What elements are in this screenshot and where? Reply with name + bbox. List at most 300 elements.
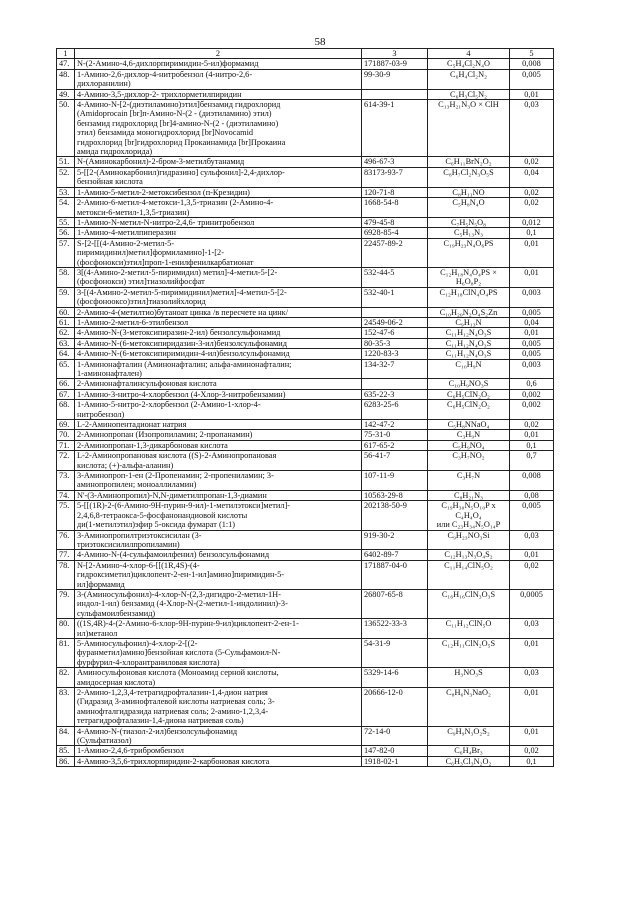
row-number-text: 79. bbox=[59, 589, 70, 599]
chemical-formula-text: C₈H₂₁N₃ bbox=[453, 490, 484, 500]
cas-number-text: 24549-06-2 bbox=[364, 317, 403, 327]
chemical-formula-text: C₁₃H₂₁N₃O × ClH bbox=[438, 100, 499, 110]
chemical-formula bbox=[428, 471, 510, 491]
row-number-text: 65. bbox=[59, 359, 70, 369]
table-row bbox=[57, 400, 554, 420]
limit-value-text: 0,012 bbox=[522, 217, 541, 227]
limit-value bbox=[510, 217, 554, 227]
table-row bbox=[57, 379, 554, 389]
chemical-formula bbox=[428, 726, 510, 746]
page-number: 58 bbox=[314, 36, 326, 48]
row-number-text: 56. bbox=[59, 228, 70, 238]
cas-number-text: 83173-93-7 bbox=[364, 167, 403, 177]
limit-value-text: 0,02 bbox=[524, 198, 539, 208]
cas-number-text: 1220-83-3 bbox=[364, 349, 399, 359]
substance-name-text: L-2-Аминопропановая кислота ((S)-2-Аминопропановая кислота; (+)-альфа-аланин) bbox=[77, 451, 277, 470]
substance-name bbox=[75, 746, 362, 756]
chemical-formula-text: C₃H₇N bbox=[456, 471, 481, 481]
substance-name bbox=[75, 420, 362, 430]
row-number-text: 48. bbox=[59, 69, 70, 79]
chemical-formula-text: C₃H₉N bbox=[456, 430, 481, 440]
chemical-formula-text: H₃NO₃S bbox=[454, 668, 483, 678]
limit-value-text: 0,02 bbox=[524, 746, 539, 756]
table-row bbox=[57, 307, 554, 317]
table-row bbox=[57, 217, 554, 227]
chemical-formula-text: C₁₀H₉NO₃S bbox=[448, 379, 489, 389]
table-row bbox=[57, 550, 554, 560]
substance-name bbox=[75, 59, 362, 69]
substance-name-text: 4-Амино-N-(6-метоксипиримидин-4-ил)бензолсульфонамид bbox=[77, 349, 290, 359]
chemical-formula-text: C₅H₄Cl₂N₄O bbox=[447, 59, 490, 69]
substance-name bbox=[75, 589, 362, 618]
row-number-text: 85. bbox=[59, 746, 70, 756]
header-name: 2 bbox=[75, 49, 362, 59]
limit-value-text: 0,005 bbox=[522, 349, 541, 359]
substance-name-text: 2-Амино-6-метил-4-метокси-1,3,5-триазин (2-Амино-4- метокси-6-метил-1,3,5-триазин) bbox=[77, 198, 274, 217]
substance-name-text: 4-Амино-N-(4-сульфамоилфенил) бензолсульфонамид bbox=[77, 550, 270, 560]
substance-name-text: 2-Аминонафталинсульфоновая кислота bbox=[77, 379, 217, 389]
cas-number bbox=[362, 59, 428, 69]
substance-name bbox=[75, 471, 362, 491]
row-number bbox=[57, 287, 75, 307]
substance-name bbox=[75, 238, 362, 267]
limit-value-text: 0,02 bbox=[524, 560, 539, 570]
substance-name bbox=[75, 89, 362, 99]
chemical-formula bbox=[428, 287, 510, 307]
limit-value bbox=[510, 490, 554, 500]
limit-value-text: 0,01 bbox=[524, 238, 539, 248]
substance-name-text: 3-Аминопроп-1-ен (2-Пропенамин; 2-пропениламин; 3- аминопропилен; моноаллиламин) bbox=[77, 471, 274, 490]
cas-number-text: 171887-04-0 bbox=[364, 560, 407, 570]
substance-name bbox=[75, 198, 362, 218]
cas-number-text: 99-30-9 bbox=[364, 69, 391, 79]
chemical-formula-text: C₆H₅ClN₂O₂ bbox=[447, 389, 490, 399]
chemical-formula bbox=[428, 440, 510, 450]
limit-value-text: 0,04 bbox=[524, 167, 539, 177]
cas-number-text: 6283-25-6 bbox=[364, 400, 399, 410]
cas-number bbox=[362, 440, 428, 450]
cas-number-text: 617-65-2 bbox=[364, 440, 395, 450]
chemical-formula-text: C₆H₃Cl₃N₂O₂ bbox=[445, 756, 492, 766]
row-number-text: 69. bbox=[59, 420, 70, 430]
row-number bbox=[57, 619, 75, 639]
limit-value-text: 0,01 bbox=[524, 328, 539, 338]
row-number bbox=[57, 589, 75, 618]
header-row bbox=[57, 49, 554, 59]
table-row bbox=[57, 287, 554, 307]
limit-value-text: 0,01 bbox=[524, 430, 539, 440]
cas-number-text: 120-71-8 bbox=[364, 187, 395, 197]
substance-name bbox=[75, 501, 362, 530]
chemical-formula bbox=[428, 167, 510, 187]
limit-value bbox=[510, 100, 554, 157]
substance-name bbox=[75, 688, 362, 727]
substance-name bbox=[75, 157, 362, 167]
limit-value-text: 0,005 bbox=[522, 501, 541, 511]
chemical-formula-text: C₈H₇Cl₂N₃O₅S bbox=[443, 167, 494, 177]
substance-name-text: Аминосульфоновая кислота (Моноамид серной кислоты, амидосерная кислота) bbox=[77, 668, 279, 687]
chemical-formula-text: C₁₁H₁₂ClN₅O bbox=[445, 619, 492, 629]
chemical-formula bbox=[428, 560, 510, 589]
substance-name-text: 1-Амино-5-нитро-2-хлорбензол (2-Амино-1-хлор-4- нитробензол) bbox=[77, 400, 261, 419]
row-number-text: 71. bbox=[59, 440, 70, 450]
cas-number bbox=[362, 400, 428, 420]
substance-name bbox=[75, 69, 362, 89]
cas-number-text: 6928-85-4 bbox=[364, 228, 399, 238]
limit-value-text: 0,02 bbox=[524, 157, 539, 167]
header-formula: 4 bbox=[428, 49, 510, 59]
row-number-text: 80. bbox=[59, 619, 70, 629]
chemical-formula bbox=[428, 328, 510, 338]
row-number-text: 52. bbox=[59, 167, 70, 177]
substance-name bbox=[75, 349, 362, 359]
cas-number-text: 919-30-2 bbox=[364, 530, 395, 540]
row-number-text: 67. bbox=[59, 389, 70, 399]
cas-number bbox=[362, 746, 428, 756]
limit-value bbox=[510, 238, 554, 267]
limit-value-text: 0,04 bbox=[524, 317, 539, 327]
chemical-formula bbox=[428, 238, 510, 267]
row-number bbox=[57, 430, 75, 440]
chemical-formula-text: C₆H₃Cl₅N₂ bbox=[450, 89, 487, 99]
cas-number bbox=[362, 389, 428, 399]
chemical-formula-text: C₁₂H₁₈ClN₄O₄PS bbox=[439, 287, 498, 297]
cas-number-text: 56-41-7 bbox=[364, 451, 391, 461]
limit-value bbox=[510, 440, 554, 450]
cas-number bbox=[362, 359, 428, 379]
cas-number-text: 80-35-3 bbox=[364, 338, 391, 348]
table-row bbox=[57, 451, 554, 471]
table-row bbox=[57, 389, 554, 399]
table-row bbox=[57, 317, 554, 327]
cas-number bbox=[362, 228, 428, 238]
cas-number-text: 10563-29-8 bbox=[364, 490, 403, 500]
cas-number-text: 202138-50-9 bbox=[364, 501, 407, 511]
row-number-text: 77. bbox=[59, 550, 70, 560]
limit-value bbox=[510, 338, 554, 348]
row-number bbox=[57, 668, 75, 688]
cas-number bbox=[362, 89, 428, 99]
cas-number bbox=[362, 100, 428, 157]
cas-number bbox=[362, 501, 428, 530]
chemical-formula-text: C₉H₉N₃O₂S₂ bbox=[447, 726, 490, 736]
row-number-text: 57. bbox=[59, 238, 70, 248]
substance-name bbox=[75, 430, 362, 440]
row-number bbox=[57, 317, 75, 327]
chemical-formula bbox=[428, 501, 510, 530]
row-number bbox=[57, 471, 75, 491]
table-row bbox=[57, 167, 554, 187]
row-number bbox=[57, 267, 75, 287]
table-row bbox=[57, 501, 554, 530]
limit-value-text: 0,1 bbox=[526, 756, 537, 766]
table-row bbox=[57, 430, 554, 440]
cas-number-text: 134-32-7 bbox=[364, 359, 395, 369]
substance-name-text: 1-Амино-4-метилпиперазин bbox=[77, 228, 176, 238]
chemical-formula-text: C₆H₅ClN₂O₂ bbox=[447, 400, 490, 410]
limit-value-text: 0,01 bbox=[524, 688, 539, 697]
substances-table bbox=[56, 48, 554, 767]
limit-value-text: 0,01 bbox=[524, 267, 539, 277]
limit-value-text: 0,008 bbox=[522, 471, 541, 481]
substance-name-text: 4-Амино-N-(6-метоксипиридазин-3-ил)бензолсульфонамид bbox=[77, 338, 287, 348]
chemical-formula bbox=[428, 490, 510, 500]
substance-name bbox=[75, 550, 362, 560]
row-number-text: 76. bbox=[59, 530, 70, 540]
cas-number bbox=[362, 688, 428, 727]
chemical-formula bbox=[428, 69, 510, 89]
substance-name bbox=[75, 638, 362, 667]
limit-value bbox=[510, 328, 554, 338]
limit-value bbox=[510, 756, 554, 766]
substance-name-text: 2-Аминопропан (Изопропиламин; 2-пропанамин) bbox=[77, 430, 253, 440]
substance-name-text: ((1S,4R)-4-(2-Амино-6-хлор-9Н-пурин-9-ил)циклопент-2-ен-1- ил)метанол bbox=[77, 619, 299, 638]
chemical-formula bbox=[428, 338, 510, 348]
chemical-formula-text: C₁₂H₁₁ClN₂O₅S bbox=[441, 638, 496, 648]
header-value: 5 bbox=[510, 49, 554, 59]
substance-name-text: N-(2-Амино-4,6-дихлорпиримидин-5-ил)формамид bbox=[77, 59, 259, 69]
table-row bbox=[57, 89, 554, 99]
chemical-formula-text: C₅H₈N₄O bbox=[452, 198, 485, 208]
row-number bbox=[57, 746, 75, 756]
chemical-formula-text: C₁₉H₃₀N₅O₁₀P x C₄H₄O₄ или C₂₃H₃₄N₅O₁₄P bbox=[436, 501, 501, 530]
chemical-formula-text: C₁₁H₁₂N₄O₃S bbox=[445, 328, 492, 338]
cas-number bbox=[362, 668, 428, 688]
limit-value-text: 0,003 bbox=[522, 359, 541, 369]
substance-name-text: 1-Амино-2,4,6-трибромбензол bbox=[77, 746, 184, 756]
cas-number-text: 532-40-1 bbox=[364, 287, 395, 297]
chemical-formula bbox=[428, 746, 510, 756]
table-row bbox=[57, 560, 554, 589]
substance-name-text: 5-[[(1R)-2-(6-Амино-9Н-пурин-9-ил)-1-метилэтокси]метил]- 2,4,6,8-тетраокса-5-фосфанонандиовой кислоты ди(1-метилэтил)эфир 5-оксида фумарат (1:1) bbox=[77, 501, 290, 530]
table-row bbox=[57, 420, 554, 430]
chemical-formula-text: C₁₂H₁₃N₃O₄S₂ bbox=[444, 550, 493, 560]
limit-value bbox=[510, 746, 554, 756]
limit-value-text: 0,08 bbox=[524, 490, 539, 500]
chemical-formula bbox=[428, 638, 510, 667]
chemical-formula bbox=[428, 420, 510, 430]
row-number bbox=[57, 560, 75, 589]
substance-name bbox=[75, 756, 362, 766]
substance-name-text: 1-Амино-5-метил-2-метоксибензол (п-Крезидин) bbox=[77, 187, 250, 197]
row-number-text: 55. bbox=[59, 217, 70, 227]
chemical-formula-text: C₅H₈NNaO₄ bbox=[447, 420, 490, 430]
cas-number bbox=[362, 317, 428, 327]
chemical-formula-text: C₃H₇NO₂ bbox=[452, 451, 485, 461]
substance-name-text: 1-Амино-N-метил-N-нитро-2,4,6- тринитробензол bbox=[77, 217, 255, 227]
limit-value bbox=[510, 668, 554, 688]
chemical-formula bbox=[428, 198, 510, 218]
substance-name bbox=[75, 217, 362, 227]
row-number-text: 83. bbox=[59, 688, 70, 697]
substance-name bbox=[75, 187, 362, 197]
limit-value bbox=[510, 379, 554, 389]
chemical-formula bbox=[428, 267, 510, 287]
cas-number-text: 1668-54-8 bbox=[364, 198, 399, 208]
limit-value bbox=[510, 359, 554, 379]
cas-number bbox=[362, 451, 428, 471]
cas-number bbox=[362, 69, 428, 89]
row-number-text: 73. bbox=[59, 471, 70, 481]
row-number bbox=[57, 440, 75, 450]
substance-name bbox=[75, 100, 362, 157]
table-row bbox=[57, 756, 554, 766]
row-number-text: 66. bbox=[59, 379, 70, 389]
cas-number-text: 6402-89-7 bbox=[364, 550, 399, 560]
row-number-text: 72. bbox=[59, 451, 70, 461]
substance-name bbox=[75, 668, 362, 688]
row-number-text: 70. bbox=[59, 430, 70, 440]
cas-number bbox=[362, 756, 428, 766]
limit-value bbox=[510, 638, 554, 667]
row-number bbox=[57, 100, 75, 157]
cas-number bbox=[362, 307, 428, 317]
row-number bbox=[57, 338, 75, 348]
limit-value bbox=[510, 619, 554, 639]
substance-name bbox=[75, 317, 362, 327]
limit-value bbox=[510, 89, 554, 99]
substance-name-text: 5-Аминосульфонил)-4-хлор-2-[(2- фуранметил)амино]бензойная кислота (5-Сульфамоил-N- фурфурил-4-хлорантраниловая кислота) bbox=[77, 638, 281, 667]
cas-number bbox=[362, 267, 428, 287]
table-row bbox=[57, 328, 554, 338]
cas-number-text: 72-14-0 bbox=[364, 726, 391, 736]
cas-number-text: 614-39-1 bbox=[364, 100, 395, 110]
row-number-text: 59. bbox=[59, 287, 70, 297]
chemical-formula-text: C₁₁H₁₂N₄O₃S bbox=[445, 338, 492, 348]
cas-number-text: 136522-33-3 bbox=[364, 619, 407, 629]
limit-value bbox=[510, 400, 554, 420]
table-row bbox=[57, 589, 554, 618]
chemical-formula bbox=[428, 89, 510, 99]
substance-name-text: 4-Амино-N-(3-метоксипиразин-2-ил) бензолсульфонамид bbox=[77, 328, 281, 338]
substance-name bbox=[75, 167, 362, 187]
limit-value bbox=[510, 726, 554, 746]
cas-number-text: 635-22-3 bbox=[364, 389, 395, 399]
row-number bbox=[57, 501, 75, 530]
table-row bbox=[57, 338, 554, 348]
chemical-formula bbox=[428, 451, 510, 471]
limit-value-text: 0,002 bbox=[522, 389, 541, 399]
cas-number-text: 171887-03-9 bbox=[364, 59, 407, 69]
table-row bbox=[57, 359, 554, 379]
chemical-formula-text: C₈H₁₁NO bbox=[452, 187, 485, 197]
row-number bbox=[57, 530, 75, 550]
substance-name bbox=[75, 530, 362, 550]
substance-name-text: 3[(4-Амино-2-метил-5-пиримидил) метил]-4-метил-5-[2- (фосфонокси) этил]тиазолийфосфат bbox=[77, 267, 278, 287]
substance-name bbox=[75, 560, 362, 589]
table-row bbox=[57, 69, 554, 89]
chemical-formula bbox=[428, 359, 510, 379]
table-row bbox=[57, 100, 554, 157]
limit-value bbox=[510, 198, 554, 218]
chemical-formula-text: C₁₁H₁₄ClN₅O₂ bbox=[444, 560, 493, 570]
chemical-formula bbox=[428, 59, 510, 69]
substance-name bbox=[75, 328, 362, 338]
cas-number-text: 496-67-3 bbox=[364, 157, 395, 167]
table-row bbox=[57, 198, 554, 218]
row-number bbox=[57, 688, 75, 727]
row-number bbox=[57, 379, 75, 389]
row-number-text: 82. bbox=[59, 668, 70, 678]
chemical-formula bbox=[428, 379, 510, 389]
cas-number bbox=[362, 287, 428, 307]
row-number bbox=[57, 400, 75, 420]
table-row bbox=[57, 726, 554, 746]
row-number bbox=[57, 451, 75, 471]
row-number-text: 81. bbox=[59, 638, 70, 648]
limit-value-text: 0,03 bbox=[524, 530, 539, 540]
cas-number-text: 54-31-9 bbox=[364, 638, 391, 648]
cas-number bbox=[362, 471, 428, 491]
limit-value bbox=[510, 307, 554, 317]
substance-name-text: 5-[[2-(Аминокарбонил)гидразино] сульфонил]-2,4-дихлор- бензойная кислота bbox=[77, 167, 285, 187]
substance-name-text: 1-Амино-2-метил-6-этилбензол bbox=[77, 317, 189, 327]
cas-number bbox=[362, 530, 428, 550]
table-row bbox=[57, 530, 554, 550]
substance-name-text: 4-Амино-3,5,6-трихлорпиридин-2-карбоновая кислота bbox=[77, 756, 270, 766]
cas-number-text: 22457-89-2 bbox=[364, 238, 403, 248]
cas-number-text: 532-44-5 bbox=[364, 267, 395, 277]
limit-value-text: 0,03 bbox=[524, 100, 539, 110]
cas-number bbox=[362, 619, 428, 639]
row-number-text: 54. bbox=[59, 198, 70, 208]
limit-value-text: 0,005 bbox=[522, 338, 541, 348]
table-row bbox=[57, 228, 554, 238]
row-number bbox=[57, 187, 75, 197]
substance-name bbox=[75, 338, 362, 348]
cas-number bbox=[362, 560, 428, 589]
limit-value bbox=[510, 59, 554, 69]
limit-value-text: 0,005 bbox=[522, 307, 541, 317]
row-number bbox=[57, 420, 75, 430]
cas-number bbox=[362, 638, 428, 667]
chemical-formula bbox=[428, 668, 510, 688]
limit-value bbox=[510, 157, 554, 167]
chemical-formula-text: C₈H₆N₃NaO₂ bbox=[446, 688, 491, 697]
row-number bbox=[57, 359, 75, 379]
limit-value-text: 0,005 bbox=[522, 69, 541, 79]
table-row bbox=[57, 490, 554, 500]
limit-value bbox=[510, 317, 554, 327]
limit-value-text: 0,6 bbox=[526, 379, 537, 389]
cas-number-text: 1918-02-1 bbox=[364, 756, 399, 766]
limit-value bbox=[510, 451, 554, 471]
substance-name bbox=[75, 451, 362, 471]
row-number bbox=[57, 198, 75, 218]
chemical-formula-text: C₁₀H₂₀N₂O₄S₂Zn bbox=[439, 307, 498, 317]
limit-value bbox=[510, 69, 554, 89]
substance-name bbox=[75, 228, 362, 238]
chemical-formula-text: C₁₆H₁₆ClN₃O₃S bbox=[441, 589, 496, 599]
limit-value-text: 0,7 bbox=[526, 451, 537, 461]
limit-value bbox=[510, 228, 554, 238]
chemical-formula-text: C₁₁H₁₂N₄O₃S bbox=[445, 349, 492, 359]
limit-value bbox=[510, 167, 554, 187]
row-number bbox=[57, 59, 75, 69]
cas-number bbox=[362, 726, 428, 746]
limit-value-text: 0,003 bbox=[522, 287, 541, 297]
chemical-formula bbox=[428, 688, 510, 727]
substance-name bbox=[75, 287, 362, 307]
substance-name-text: 4-Амино-N-(тиазол-2-ил)бензолсульфонамид (Сульфатиазол) bbox=[77, 726, 238, 746]
row-number bbox=[57, 228, 75, 238]
chemical-formula bbox=[428, 317, 510, 327]
row-number-text: 60. bbox=[59, 307, 70, 317]
substance-name bbox=[75, 267, 362, 287]
table-row bbox=[57, 638, 554, 667]
limit-value-text: 0,03 bbox=[524, 619, 539, 629]
substance-name-text: N-[2-Амино-4-хлор-6-[[(1R,4S)-(4- гидроксиметил)циклопент-2-ен-1-ил]амино]пиримидин-5- ил]формамид bbox=[77, 560, 285, 589]
